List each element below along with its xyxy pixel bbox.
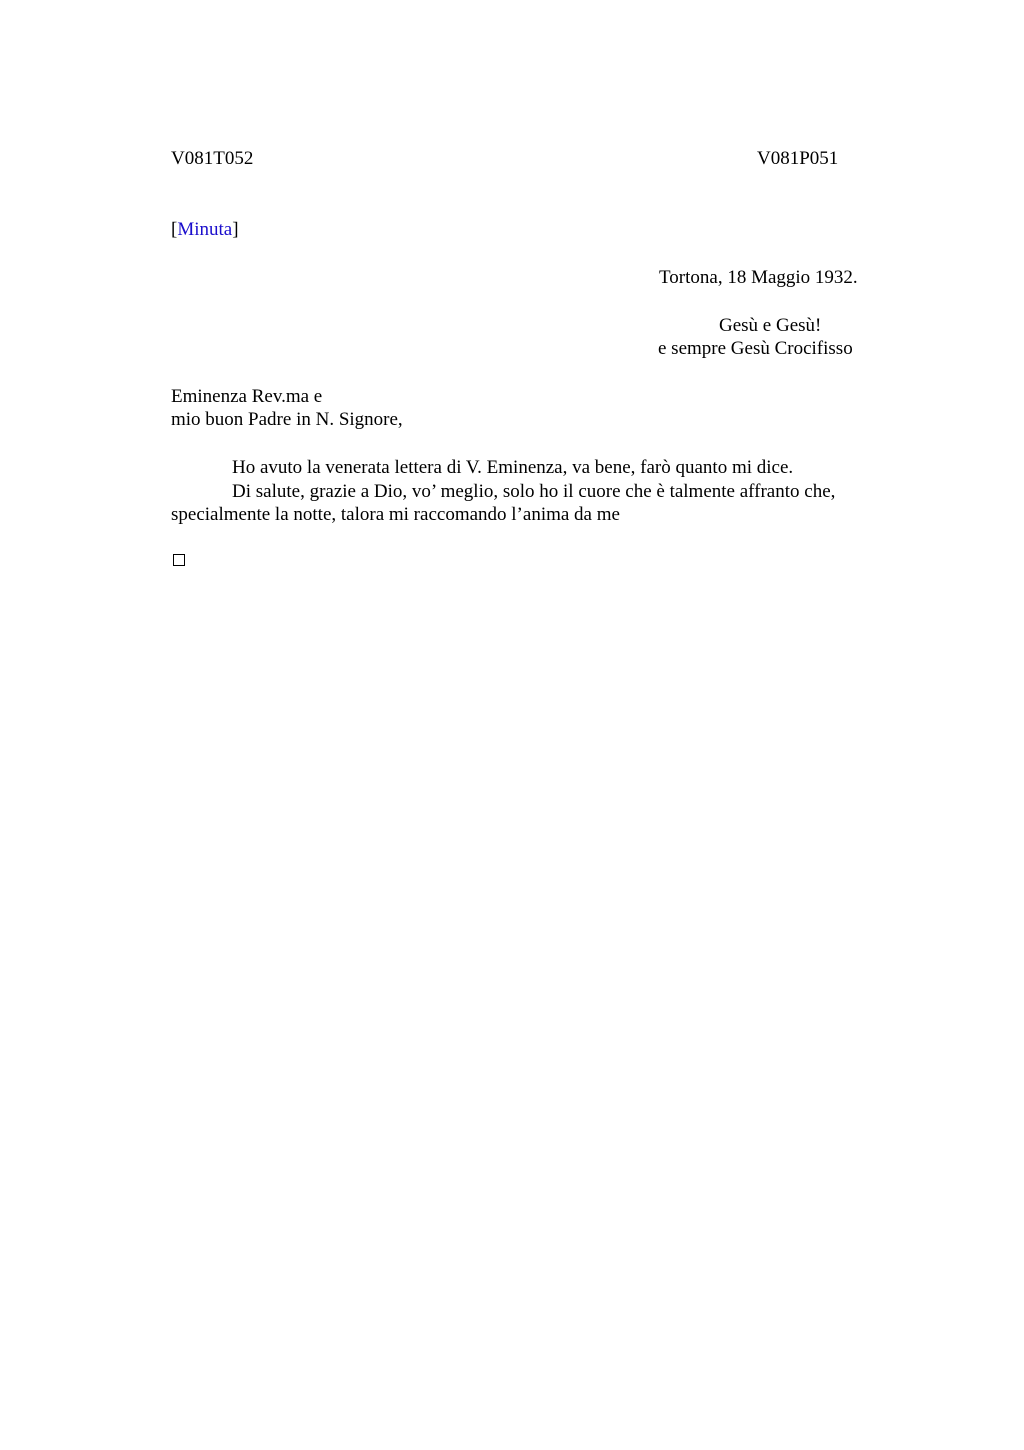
salutation-line-2: mio buon Padre in N. Signore, [171,409,403,430]
document-code-left: V081T052 [171,148,254,169]
body-line-2: Di salute, grazie a Dio, vo’ meglio, solo ho il cuore che è talmente affranto che, [232,481,836,502]
annotation-close-bracket: ] [232,219,239,240]
salutation-line-1: Eminenza Rev.ma e [171,386,323,407]
document-code-right: V081P051 [757,148,839,169]
annotation-minuta [171,218,239,241]
body-line-1: Ho avuto la venerata lettera di V. Eminenza, va bene, farò quanto mi dice. [232,457,794,478]
invocation-line-2: e sempre Gesù Crocifisso [658,338,853,359]
invocation-line-1: Gesù e Gesù! [719,315,822,336]
annotation-minuta-link[interactable]: Minuta [177,219,233,240]
checkbox-icon [173,554,185,566]
body-line-3: specialmente la notte, talora mi raccomando l’anima da me [171,504,620,525]
annotation-open-bracket: [ [171,219,178,240]
dateline: Tortona, 18 Maggio 1932. [659,267,858,288]
